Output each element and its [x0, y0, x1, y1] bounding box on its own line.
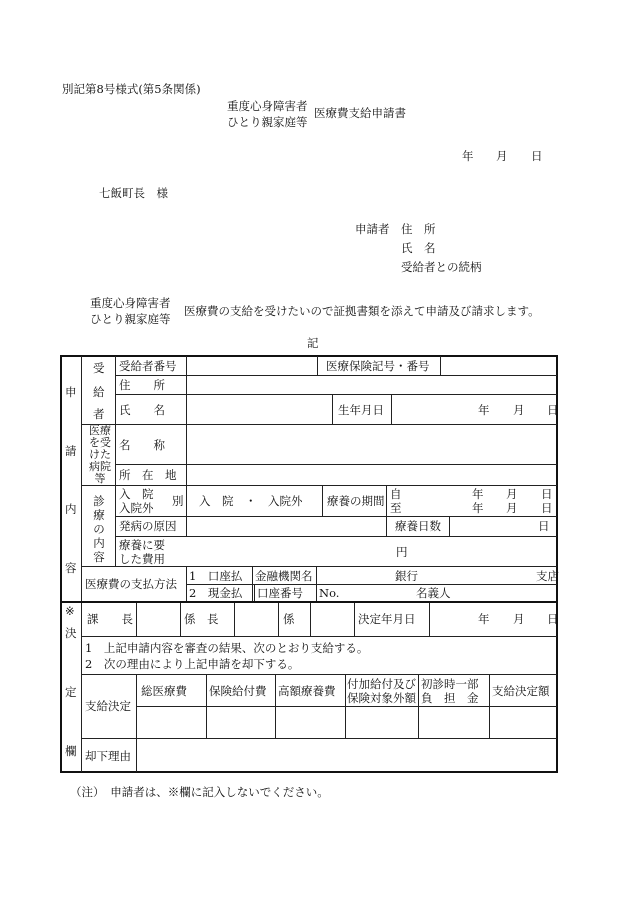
body-prefix-2: ひとり親家庭等	[90, 312, 171, 326]
decision-line-1: 1 上記申請内容を審査の結果、次のとおり支給する。	[85, 641, 369, 655]
additional-benefit-header-1: 付加給付及び	[347, 677, 416, 691]
chief-label: 課 長	[87, 612, 133, 626]
birth-day: 日	[547, 403, 559, 417]
outpatient-label: 入院外	[119, 501, 154, 515]
page-title: 医療費支給申請書	[314, 106, 406, 120]
hospital-name-label: 名 称	[119, 438, 165, 452]
period-from: 自	[390, 487, 402, 501]
treatment-group-label: 診療の内容	[93, 494, 105, 564]
payment-method-label: 医療費の支払方法	[85, 577, 177, 591]
date-year-label: 年	[462, 149, 474, 163]
bank-suffix: 銀行	[395, 569, 418, 583]
cost-yen-unit: 円	[396, 545, 408, 559]
rejection-reason-label: 却下理由	[85, 749, 131, 763]
to-day: 日	[541, 501, 553, 515]
staff-label: 係	[283, 612, 295, 626]
account-label: 口座番号	[257, 586, 303, 600]
copay-header-1: 初診時一部	[421, 677, 479, 691]
from-year: 年	[472, 487, 484, 501]
left-col-divider	[81, 356, 82, 772]
birth-year: 年	[478, 403, 490, 417]
title-prefix-1: 重度心身障害者	[227, 99, 308, 113]
period-label: 療養の期間	[327, 494, 385, 508]
date-day-label: 日	[531, 149, 543, 163]
recipient-name-label: 氏 名	[119, 403, 165, 417]
addressee: 七飯町長 様	[99, 186, 168, 200]
account-no-label: No.	[319, 586, 340, 600]
decision-line-2: 2 次の理由により上記申請を却下する。	[85, 657, 300, 671]
birth-month: 月	[513, 403, 525, 417]
shinsei-char-3: 内	[65, 502, 77, 516]
cash-option: 2 現金払	[189, 586, 243, 600]
subchief-label: 係 長	[184, 612, 219, 626]
applicant-label: 申請者	[355, 222, 390, 236]
relation-label: 受給者との続柄	[401, 260, 482, 274]
cost-label-2: した費用	[119, 552, 165, 566]
recipient-group-char-3: 者	[93, 407, 105, 421]
decided-amount-header: 支給決定額	[492, 684, 550, 698]
bank-transfer-option: 1 口座払	[189, 569, 243, 583]
recipient-group-char-2: 給	[93, 385, 105, 399]
to-year: 年	[472, 501, 484, 515]
decision-day: 日	[547, 612, 559, 626]
kessai-char-4: 欄	[65, 744, 77, 758]
form-number: 別記第8号様式(第5条関係)	[62, 82, 201, 96]
decision-month: 月	[513, 612, 525, 626]
kessai-char-2: 決	[65, 626, 77, 640]
birthdate-label: 生年月日	[338, 403, 384, 417]
shinsei-char-2: 請	[65, 444, 77, 458]
days-label: 療養日数	[395, 519, 441, 533]
cost-label-1: 療養に要	[119, 538, 165, 552]
shinsei-char-4: 容	[65, 561, 77, 575]
kessai-char-1: ※	[65, 604, 75, 618]
copay-header-2: 負 担 金	[421, 691, 479, 705]
days-unit: 日	[538, 519, 550, 533]
kessai-char-3: 定	[65, 685, 77, 699]
inpatient-label: 入 院	[119, 487, 154, 501]
bank-name-label: 金融機関名	[255, 569, 313, 583]
payment-decision-label: 支給決定	[85, 699, 131, 713]
additional-benefit-header-2: 保険対象外額	[347, 691, 416, 705]
betsu-label: 別	[172, 494, 184, 508]
decision-date-label: 決定年月日	[358, 612, 416, 626]
body-prefix-1: 重度心身障害者	[90, 296, 171, 310]
shinsei-char-1: 申	[65, 385, 77, 399]
recipient-number-label: 受給者番号	[119, 359, 177, 373]
treatment-type-value: 入 院 ・ 入院外	[199, 494, 303, 508]
from-day: 日	[541, 487, 553, 501]
insurance-benefit-header: 保険給付費	[209, 684, 267, 698]
applicant-address-label: 住 所	[401, 222, 436, 236]
branch-suffix: 支店	[536, 569, 559, 583]
high-cost-header: 高額療養費	[278, 684, 336, 698]
title-prefix-2: ひとり親家庭等	[227, 115, 308, 129]
from-month: 月	[506, 487, 518, 501]
hospital-location-label: 所 在 地	[119, 468, 177, 482]
applicant-name-label: 氏 名	[401, 241, 436, 255]
footnote: （注） 申請者は、※欄に記入しないでください。	[70, 785, 329, 799]
period-to: 至	[390, 501, 402, 515]
ki-label: 記	[307, 336, 319, 350]
decision-year: 年	[478, 612, 490, 626]
recipient-group-char-1: 受	[93, 361, 105, 375]
recipient-address-label: 住 所	[119, 378, 165, 392]
date-month-label: 月	[496, 149, 508, 163]
total-medical-cost-header: 総医療費	[141, 684, 187, 698]
insurance-number-label: 医療保険記号・番号	[326, 359, 430, 373]
body-text: 医療費の支給を受けたいので証拠書類を添えて申請及び請求します。	[184, 304, 540, 318]
to-month: 月	[506, 501, 518, 515]
cause-label: 発病の原因	[119, 519, 177, 533]
hospital-group-label: 医療を受けた病院等	[89, 424, 111, 485]
account-holder-label: 名義人	[416, 586, 451, 600]
